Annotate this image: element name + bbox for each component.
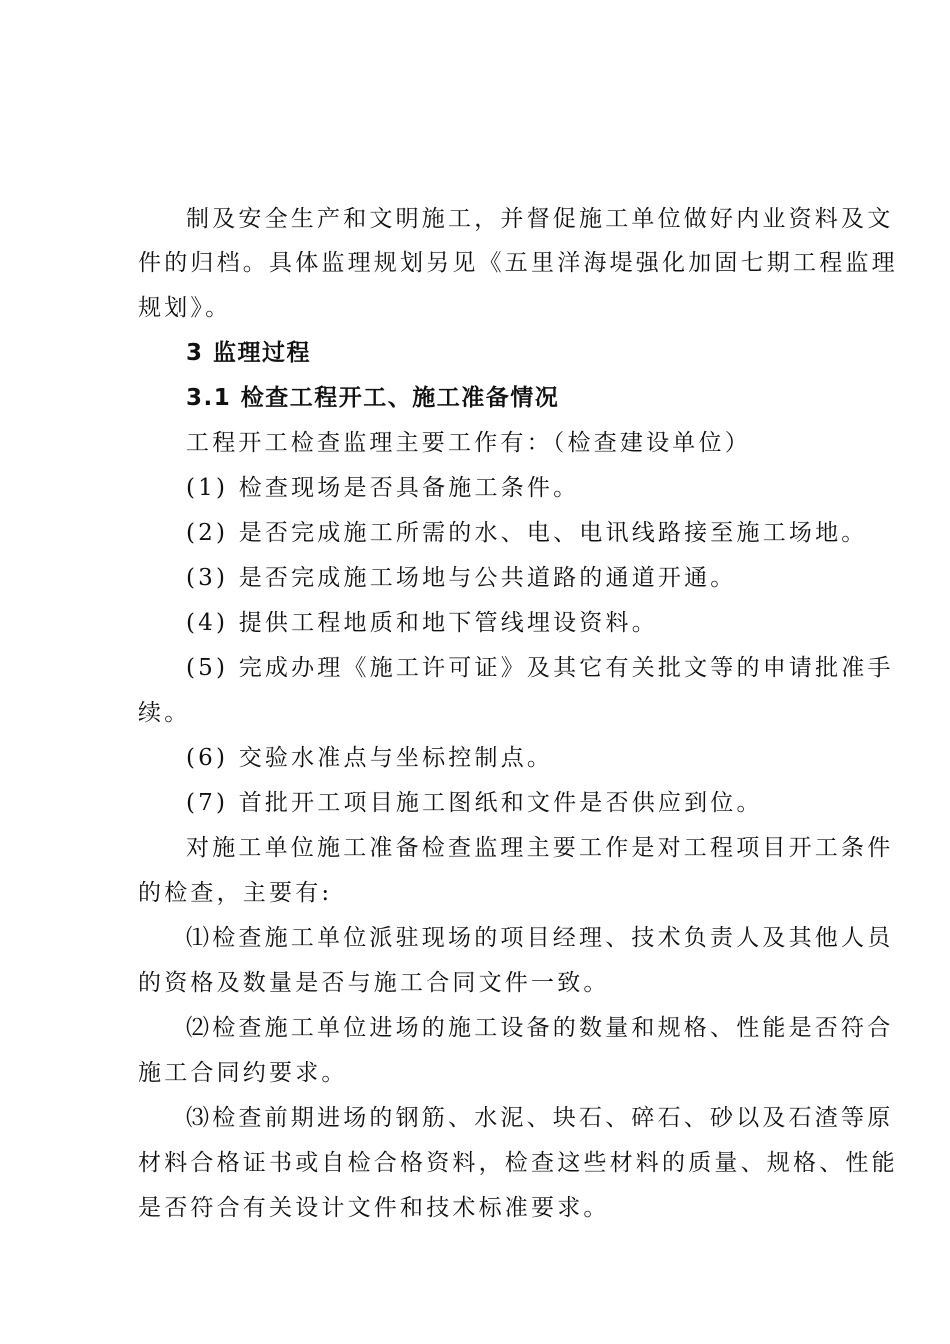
list-item: (7) 首批开工项目施工图纸和文件是否供应到位。 bbox=[186, 790, 763, 816]
list-item: (2) 是否完成施工所需的水、电、电讯线路接至施工场地。 bbox=[186, 520, 868, 546]
paragraph-line: 对施工单位施工准备检查监理主要工作是对工程项目开工条件 bbox=[186, 835, 894, 861]
list-item-continuation: 续。 bbox=[138, 700, 191, 726]
paragraph-line: 是否符合有关设计文件和技术标准要求。 bbox=[138, 1195, 610, 1221]
paragraph-line: 的检查，主要有: bbox=[138, 880, 333, 906]
subsection-heading: 3.1 检查工程开工、施工准备情况 bbox=[186, 385, 560, 411]
list-item: (3) 是否完成施工场地与公共道路的通道开通。 bbox=[186, 565, 737, 591]
paragraph-line: ⑵检查施工单位进场的施工设备的数量和规格、性能是否符合 bbox=[186, 1015, 894, 1041]
list-item: (1) 检查现场是否具备施工条件。 bbox=[186, 475, 580, 501]
paragraph-line: 规划》。 bbox=[138, 295, 232, 321]
list-item: (4) 提供工程地质和地下管线埋设资料。 bbox=[186, 610, 658, 636]
paragraph-line: 制及安全生产和文明施工，并督促施工单位做好内业资料及文 bbox=[186, 206, 894, 232]
list-item: (6) 交验水准点与坐标控制点。 bbox=[186, 745, 554, 771]
section-heading: 3 监理过程 bbox=[186, 340, 312, 366]
paragraph-line: 的资格及数量是否与施工合同文件一致。 bbox=[138, 970, 610, 996]
paragraph-line: 施工合同约要求。 bbox=[138, 1060, 348, 1086]
list-item: (5) 完成办理《施工许可证》及其它有关批文等的申请批准手 bbox=[186, 655, 894, 681]
intro-line: 工程开工检查监理主要工作有：（检查建设单位） bbox=[186, 430, 751, 456]
paragraph-line: 件的归档。具体监理规划另见《五里洋海堤强化加固七期工程监理 bbox=[138, 250, 898, 276]
paragraph-line: 材料合格证书或自检合格资料，检查这些材料的质量、规格、性能 bbox=[138, 1150, 898, 1176]
paragraph-line: ⑴检查施工单位派驻现场的项目经理、技术负责人及其他人员 bbox=[186, 925, 894, 951]
paragraph-line: ⑶检查前期进场的钢筋、水泥、块石、碎石、砂以及石渣等原 bbox=[186, 1105, 894, 1131]
